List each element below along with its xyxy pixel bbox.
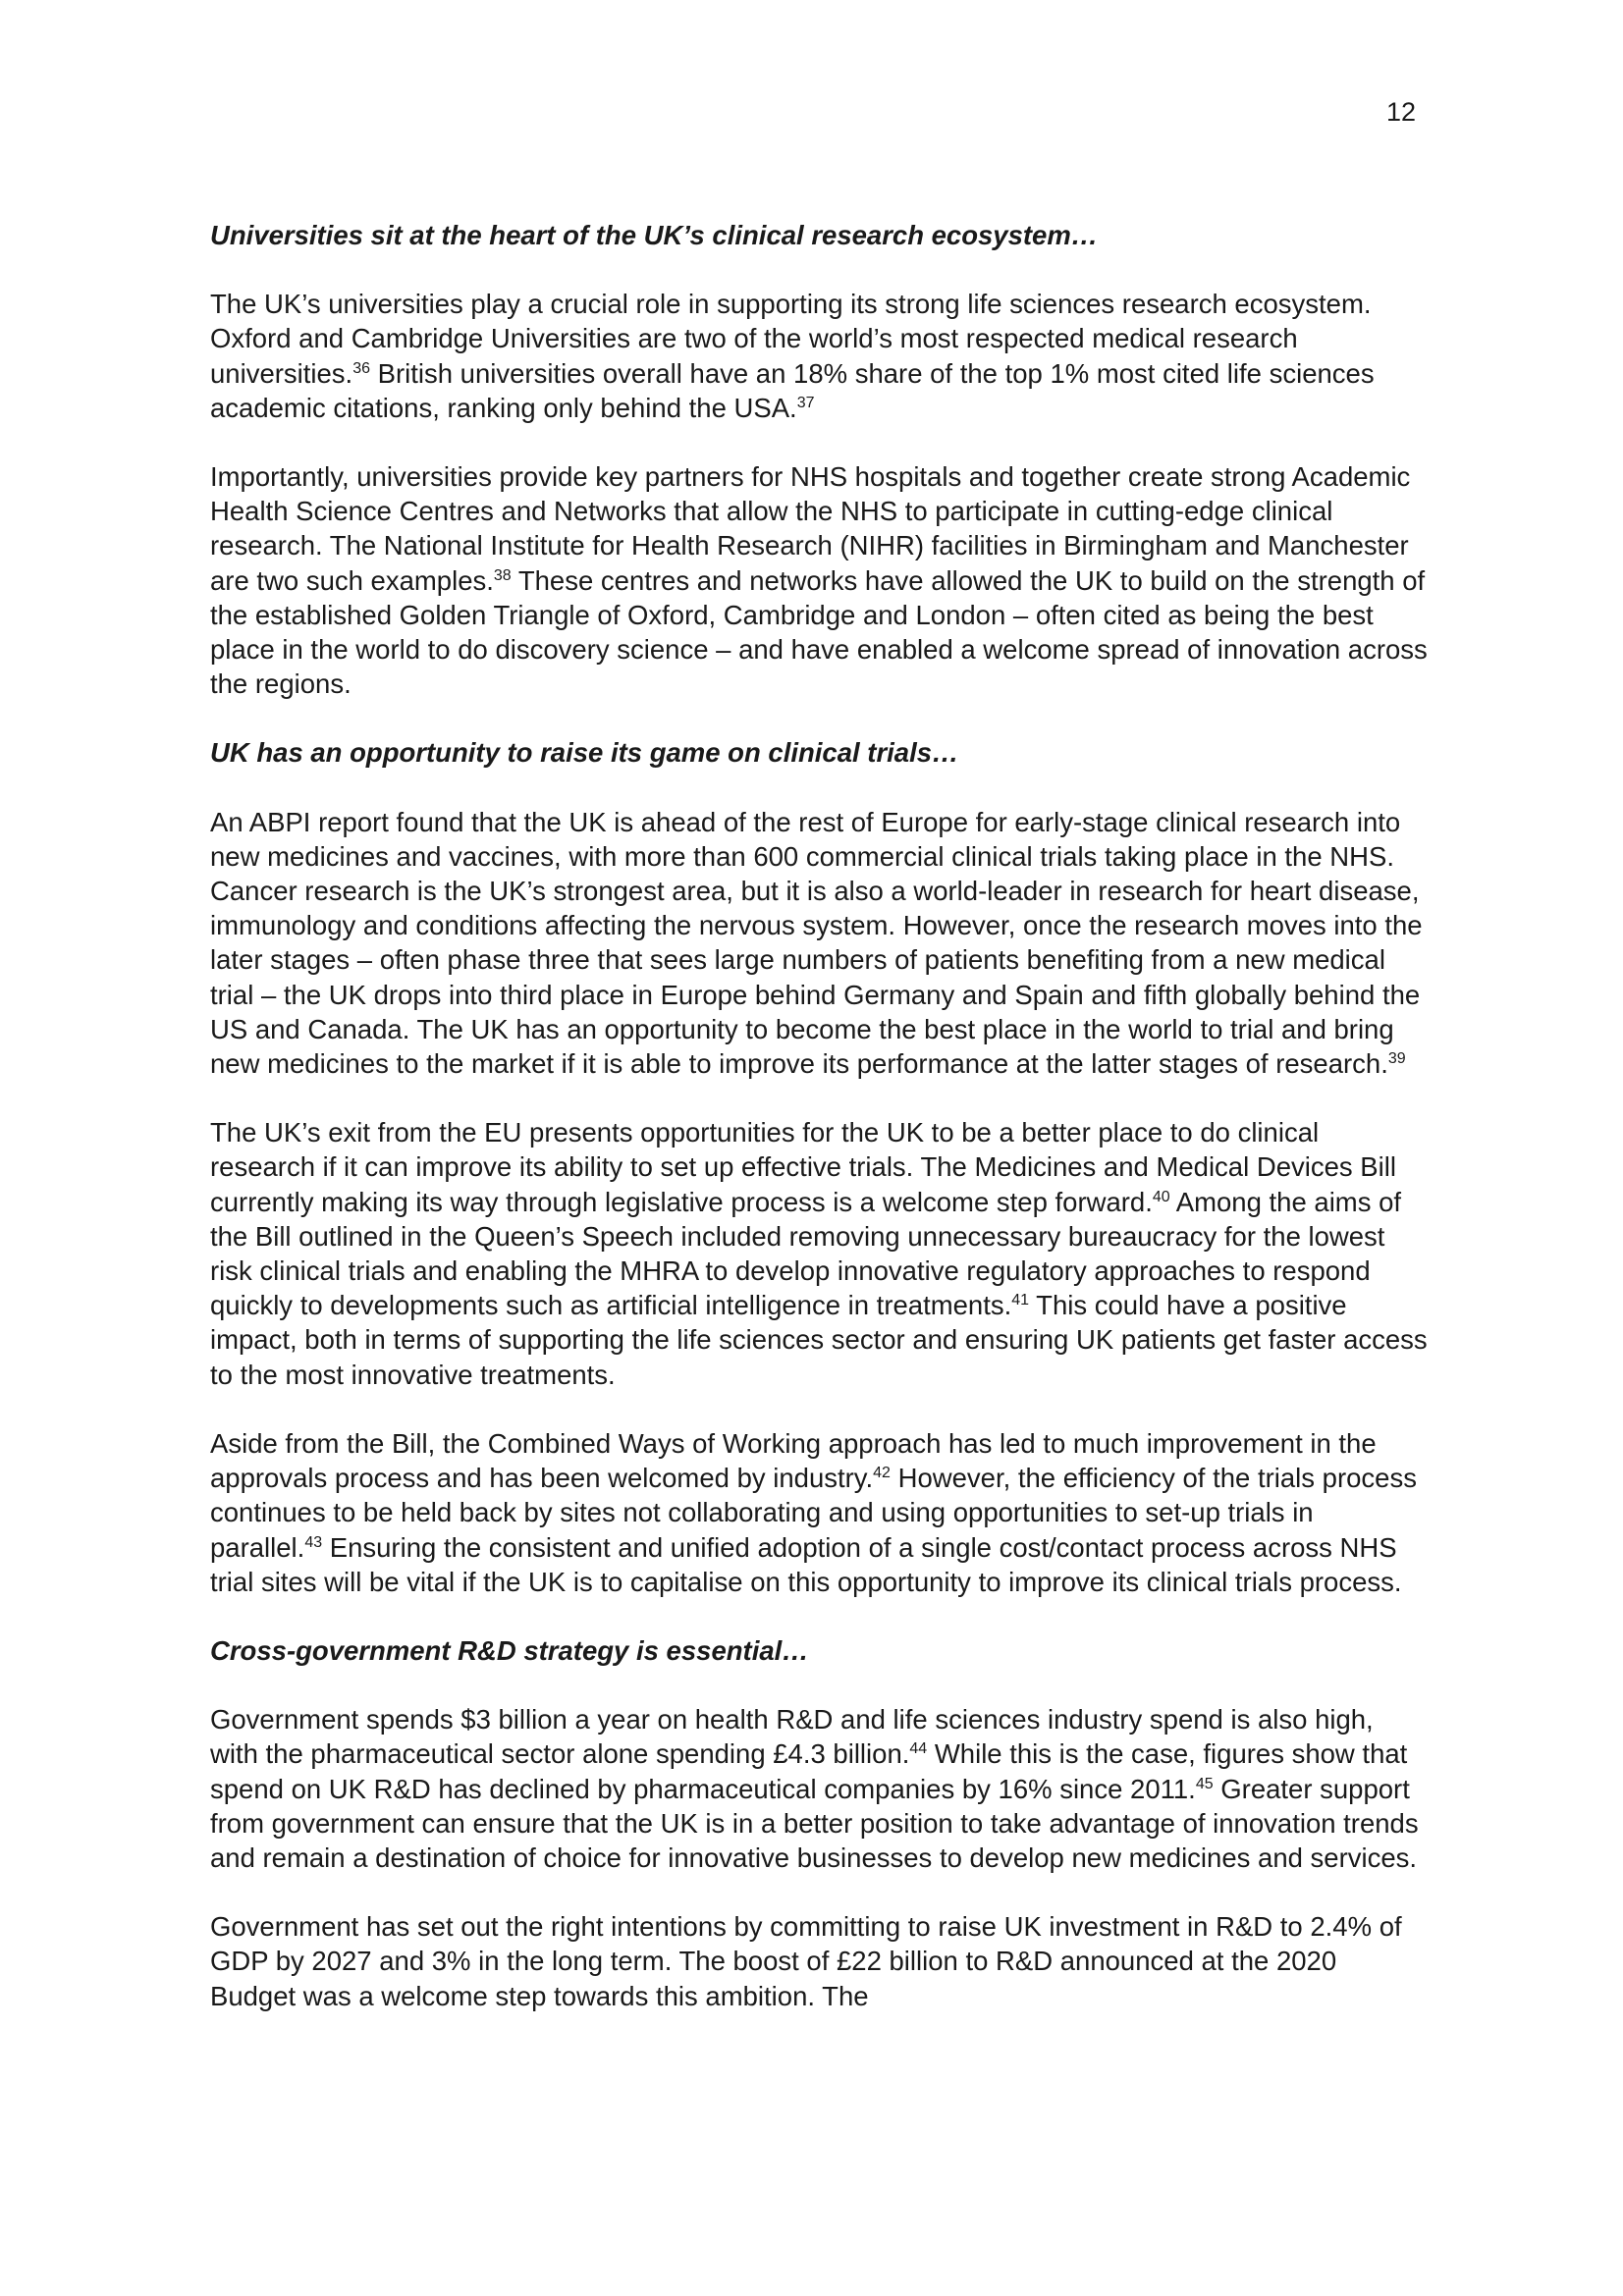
- page-number: 12: [1386, 97, 1417, 127]
- text-run: Importantly, universities provide key partners for NHS hospitals and together create strong Academic Health Science Centres and Networks that allow the NHS to participate in cutting-edge clinical research. The National Institute for Health Research (NIHR) facilities in Birmingham and Manchester are two such examples.: [210, 461, 1411, 596]
- text-run: However, the efficiency of the trials process continues to be held back by sites not collaborating and using opportunities to set-up trials in parallel.: [210, 1463, 1417, 1563]
- footnote-ref: 44: [909, 1740, 928, 1758]
- footnote-ref: 42: [873, 1464, 891, 1481]
- footnote-ref: 37: [796, 394, 815, 411]
- section-heading: Universities sit at the heart of the UK’s clinical research ecosystem…: [210, 220, 1099, 250]
- text-run: The UK’s exit from the EU presents opportunities for the UK to be a better place to do clinical research if it can improve its ability to set up effective trials. The Medicines and Medical Devices Bill currently making its way through legislative process is a welcome step forward.: [210, 1117, 1396, 1217]
- section-heading: Cross-government R&D strategy is essential…: [210, 1634, 809, 1666]
- text-run: The UK’s universities play a crucial role in supporting its strong life sciences research ecosystem. Oxford and Cambridge Universities are two of the world’s most respected medical research universities.: [210, 289, 1372, 389]
- text-run: This could have a positive impact, both in terms of supporting the life sciences sector and ensuring UK patients get faster access to the most innovative treatments.: [210, 1290, 1428, 1390]
- document-body: [210, 218, 1428, 2048]
- text-run: Government has set out the right intentions by committing to raise UK investment in R&D to 2.4% of GDP by 2027 and 3% in the long term. The boost of £22 billion to R&D announced at the 2020 Budget was a welcome step towards this ambition. The: [210, 1911, 1402, 2011]
- text-run: These centres and networks have allowed the UK to build on the strength of the established Golden Triangle of Oxford, Cambridge and London – often cited as being the best place in the world to do discovery science – and have enabled a welcome spread of innovation across the regions.: [210, 564, 1428, 700]
- text-run: Government spends $3 billion a year on health R&D and life sciences industry spend is also high, with the pharmaceutical sector alone spending £4.3 billion.: [210, 1704, 1374, 1770]
- text-run: British universities overall have an 18% share of the top 1% most cited life sciences academic citations, ranking only behind the USA.: [210, 357, 1375, 423]
- text-run: While this is the case, figures show that spend on UK R&D has declined by pharmaceutical companies by 16% since 2011.: [210, 1738, 1408, 1804]
- body-paragraph: [210, 287, 1428, 425]
- footnote-ref: 41: [1011, 1292, 1030, 1309]
- footnote-ref: 39: [1387, 1049, 1406, 1067]
- body-paragraph: [210, 1115, 1428, 1392]
- section-heading: UK has an opportunity to raise its game on clinical trials…: [210, 737, 959, 769]
- body-paragraph: [210, 1426, 1428, 1599]
- footnote-ref: 36: [352, 359, 370, 377]
- text-run: Aside from the Bill, the Combined Ways of Working approach has led to much improvement in the approvals process and has been welcomed by industry.: [210, 1427, 1377, 1494]
- body-paragraph: [210, 805, 1428, 1082]
- text-run: An ABPI report found that the UK is ahead of the rest of Europe for early-stage clinical research into new medicines and vaccines, with more than 600 commercial clinical trials taking place in the NHS. Cancer research is the UK’s strongest area, but it is also a world-leader in research for heart disease, immunology and conditions affecting the nervous system. However, once the research moves into the later stages – often phase three that sees large numbers of patients benefiting from a new medical trial – the UK drops into third place in Europe behind Germany and Spain and fifth globally behind the US and Canada. The UK has an opportunity to become the best place in the world to trial and bring new medicines to the market if it is able to improve its performance at the latter stages of research.: [210, 806, 1423, 1080]
- body-paragraph: [210, 1702, 1428, 1875]
- text-run: Among the aims of the Bill outlined in the Queen’s Speech included removing unnecessary bureaucracy for the lowest risk clinical trials and enabling the MHRA to develop innovative regulatory approaches to respond quickly to developments such as artificial intelligence in treatments.: [210, 1186, 1402, 1321]
- footnote-ref: 40: [1152, 1188, 1170, 1205]
- footnote-ref: 45: [1195, 1775, 1214, 1792]
- text-run: Greater support from government can ensure that the UK is in a better position to take advantage of innovation trends and remain a destination of choice for innovative businesses to develop new medicines and services.: [210, 1773, 1419, 1873]
- body-paragraph: [210, 459, 1428, 701]
- body-paragraph: [210, 1909, 1428, 2013]
- text-run: Ensuring the consistent and unified adoption of a single cost/contact process across NHS trial sites will be vital if the UK is to capitalise on this opportunity to improve its clinical trials process.: [210, 1531, 1402, 1597]
- footnote-ref: 43: [304, 1533, 323, 1551]
- footnote-ref: 38: [493, 566, 512, 584]
